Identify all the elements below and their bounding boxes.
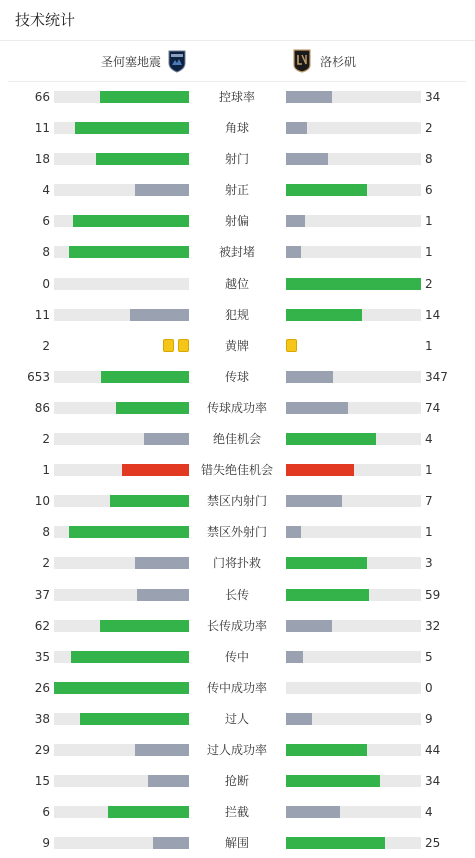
stat-row (0, 81, 475, 112)
away-stat-bar (286, 713, 421, 725)
away-stat-value: 1 (425, 525, 433, 540)
home-stat-bar (54, 464, 189, 476)
away-stat-bar-fill (286, 713, 312, 725)
home-stat-bar-fill (130, 309, 189, 321)
san-jose-crest-icon (167, 49, 187, 73)
away-stat-bar-fill (286, 184, 367, 196)
stat-label: 长传 (224, 587, 249, 602)
home-stat-bar-fill (100, 620, 189, 632)
away-stat-value: 4 (425, 805, 433, 820)
home-stat-value: 1 (42, 463, 50, 478)
away-stat-bar-fill (286, 402, 348, 414)
stat-label: 抢断 (224, 774, 249, 789)
stat-row (0, 827, 475, 858)
away-stat-value: 1 (425, 338, 433, 353)
home-stat-bar (54, 278, 189, 290)
stat-label: 控球率 (218, 90, 255, 104)
stat-row (0, 205, 475, 236)
home-stat-value: 6 (42, 214, 50, 229)
home-stat-value: 2 (42, 338, 50, 353)
away-stat-bar (286, 495, 421, 507)
away-stat-bar-fill (286, 775, 380, 787)
home-stat-bar (54, 402, 189, 414)
home-stat-value: 4 (42, 183, 50, 198)
home-stat-value: 8 (42, 245, 50, 260)
stat-row (0, 672, 475, 703)
yellow-card-icon (178, 339, 189, 352)
page-title: 技术统计 (15, 11, 76, 29)
away-stat-bar (286, 309, 421, 321)
home-stat-value: 2 (42, 432, 50, 447)
away-stat-value: 59 (425, 587, 441, 602)
home-stat-bar-fill (153, 837, 189, 849)
home-stat-bar-fill (137, 589, 189, 601)
away-stat-value: 4 (425, 432, 433, 447)
stats-list (0, 81, 475, 858)
away-stat-bar (286, 806, 421, 818)
home-stat-bar (54, 651, 189, 663)
stat-row (0, 765, 475, 796)
away-stat-bar-fill (286, 215, 305, 227)
stat-row (0, 454, 475, 485)
away-stat-bar-fill (286, 464, 354, 476)
home-stat-bar (54, 184, 189, 196)
away-stat-value: 14 (425, 307, 441, 322)
away-stat-value: 6 (425, 183, 433, 198)
lafc-crest-icon (292, 49, 312, 73)
away-stat-bar (286, 215, 421, 227)
away-stat-bar-fill (286, 495, 342, 507)
home-stat-bar (54, 557, 189, 569)
stat-row (0, 112, 475, 143)
home-stat-bar-fill (73, 215, 189, 227)
away-stat-bar-fill (286, 589, 369, 601)
stat-row (0, 143, 475, 174)
away-stat-value: 1 (425, 245, 433, 260)
stat-label: 拦截 (224, 805, 249, 820)
stat-label: 过人成功率 (206, 742, 267, 757)
header-divider (0, 40, 475, 41)
away-stat-bar-fill (286, 557, 367, 569)
home-stat-bar (54, 682, 189, 694)
away-stat-bar-fill (286, 744, 367, 756)
away-stat-value: 2 (425, 276, 433, 291)
stat-row (0, 423, 475, 454)
away-stat-value: 1 (425, 463, 433, 478)
home-stat-value: 653 (27, 369, 50, 384)
stat-label: 错失绝佳机会 (200, 463, 273, 478)
stat-label: 门将扑救 (212, 556, 261, 571)
home-stat-bar-fill (110, 495, 189, 507)
away-stat-bar (286, 433, 421, 445)
home-stat-bar (54, 526, 189, 538)
stat-label: 传中 (224, 649, 249, 664)
stat-label: 犯规 (224, 307, 249, 322)
away-stat-bar-fill (286, 153, 328, 165)
away-stat-bar (286, 620, 421, 632)
stat-label: 禁区内射门 (206, 494, 267, 509)
stat-row (0, 330, 475, 361)
home-stat-bar-fill (100, 91, 189, 103)
home-stat-value: 8 (42, 525, 50, 540)
home-stat-bar-fill (135, 184, 189, 196)
away-stat-bar (286, 837, 421, 849)
stat-label: 角球 (224, 121, 249, 136)
stat-label: 禁区外射门 (206, 525, 267, 540)
home-stat-bar-fill (122, 464, 190, 476)
home-stat-bar (54, 806, 189, 818)
home-stat-bar-fill (75, 122, 189, 134)
home-stat-bar-fill (116, 402, 189, 414)
stat-label: 越位 (224, 276, 249, 291)
away-stat-bar (286, 278, 421, 290)
stat-label: 射偏 (224, 214, 249, 229)
away-stat-value: 9 (425, 711, 433, 726)
away-stat-value: 0 (425, 680, 433, 695)
away-team (292, 47, 356, 75)
home-stat-value: 38 (34, 711, 50, 726)
home-stat-value: 6 (42, 805, 50, 820)
away-stat-bar (286, 744, 421, 756)
away-team-name: 洛杉矶 (320, 54, 357, 69)
stat-label: 过人 (224, 711, 249, 726)
home-stat-value: 86 (34, 400, 50, 415)
home-stat-bar-fill (71, 651, 189, 663)
stat-row (0, 579, 475, 610)
home-stat-bar (54, 215, 189, 227)
home-stat-bar-fill (80, 713, 189, 725)
home-stat-bar (54, 433, 189, 445)
away-stat-value: 7 (425, 494, 433, 509)
stat-label: 射正 (224, 183, 249, 198)
stat-label: 解围 (224, 836, 249, 851)
home-stat-bar-fill (96, 153, 189, 165)
stat-row (0, 641, 475, 672)
stat-row (0, 268, 475, 299)
home-stat-bar (54, 744, 189, 756)
home-stat-bar (54, 589, 189, 601)
home-stat-value: 29 (34, 742, 50, 757)
away-stat-value: 1 (425, 214, 433, 229)
stat-label: 射门 (224, 152, 249, 167)
away-stat-value: 34 (425, 774, 441, 789)
away-stat-bar-fill (286, 246, 301, 258)
home-stat-value: 26 (34, 680, 50, 695)
away-stat-bar-fill (286, 433, 376, 445)
away-stat-bar (286, 682, 421, 694)
away-stat-value: 25 (425, 836, 441, 851)
away-stat-value: 2 (425, 121, 433, 136)
home-stat-value: 62 (34, 618, 50, 633)
home-stat-value: 0 (42, 276, 50, 291)
home-stat-bar-fill (69, 526, 189, 538)
away-stat-value: 8 (425, 152, 433, 167)
yellow-card-icon (286, 339, 297, 352)
stat-label: 绝佳机会 (212, 432, 261, 447)
home-stat-bar (54, 91, 189, 103)
home-stat-bar-fill (135, 744, 189, 756)
home-stat-bar-fill (148, 775, 189, 787)
stat-row (0, 361, 475, 392)
away-stat-bar-fill (286, 122, 307, 134)
away-stat-value: 347 (425, 369, 448, 384)
away-stat-bar (286, 91, 421, 103)
home-stat-bar (54, 153, 189, 165)
yellow-card-icon (163, 339, 174, 352)
home-stat-bar-fill (144, 433, 189, 445)
home-stat-value: 66 (34, 90, 50, 104)
away-stat-bar-fill (286, 278, 421, 290)
home-stat-value: 35 (34, 649, 50, 664)
home-stat-bar (54, 122, 189, 134)
home-stat-bar (54, 495, 189, 507)
home-stat-bar-fill (108, 806, 189, 818)
home-stat-bar (54, 620, 189, 632)
stat-label: 传球 (224, 369, 249, 384)
home-team (101, 47, 187, 75)
away-stat-value: 5 (425, 649, 433, 664)
away-stat-bar-fill (286, 309, 362, 321)
away-stat-bar-fill (286, 837, 385, 849)
home-yellow-cards (163, 339, 189, 352)
home-stat-value: 10 (34, 494, 50, 509)
home-stat-value: 9 (42, 836, 50, 851)
home-stat-bar-fill (54, 682, 189, 694)
stat-row (0, 547, 475, 578)
stat-row (0, 392, 475, 423)
away-stat-bar (286, 651, 421, 663)
stat-label: 长传成功率 (206, 618, 267, 633)
away-stat-value: 44 (425, 742, 441, 757)
stat-label: 传中成功率 (206, 680, 267, 695)
away-stat-value: 3 (425, 556, 433, 571)
home-stat-bar (54, 246, 189, 258)
stat-row (0, 734, 475, 765)
stat-label: 传球成功率 (206, 400, 267, 415)
away-stat-bar (286, 371, 421, 383)
home-stat-bar-fill (101, 371, 189, 383)
away-stat-bar (286, 402, 421, 414)
away-stat-bar-fill (286, 651, 303, 663)
away-stat-bar (286, 589, 421, 601)
home-stat-bar (54, 371, 189, 383)
away-stat-bar-fill (286, 620, 332, 632)
stat-row (0, 703, 475, 734)
stat-label: 黄牌 (224, 338, 249, 353)
home-stat-bar (54, 309, 189, 321)
home-stat-value: 11 (34, 307, 50, 322)
away-stat-bar-fill (286, 526, 301, 538)
away-stat-bar (286, 464, 421, 476)
stat-row (0, 174, 475, 205)
home-stat-bar (54, 837, 189, 849)
stat-row (0, 236, 475, 267)
away-stat-bar (286, 184, 421, 196)
away-stat-value: 34 (425, 90, 441, 104)
away-stat-bar-fill (286, 371, 333, 383)
stat-row (0, 299, 475, 330)
away-stat-bar (286, 557, 421, 569)
stat-row (0, 796, 475, 827)
stat-row (0, 610, 475, 641)
away-stat-value: 74 (425, 400, 441, 415)
home-stat-bar-fill (69, 246, 189, 258)
away-yellow-cards (286, 339, 297, 352)
away-stat-bar (286, 122, 421, 134)
stat-row (0, 516, 475, 547)
home-stat-bar (54, 713, 189, 725)
away-stat-bar (286, 526, 421, 538)
away-stat-value: 32 (425, 618, 441, 633)
home-team-name: 圣何塞地震 (100, 54, 161, 69)
stat-label: 被封堵 (218, 245, 255, 260)
home-stat-value: 18 (34, 152, 50, 167)
away-stat-bar (286, 246, 421, 258)
away-stat-bar (286, 775, 421, 787)
away-stat-bar (286, 153, 421, 165)
home-stat-value: 37 (34, 587, 50, 602)
home-stat-value: 15 (34, 774, 50, 789)
away-stat-bar-fill (286, 91, 332, 103)
away-stat-bar-fill (286, 806, 340, 818)
home-stat-bar (54, 775, 189, 787)
stat-row (0, 485, 475, 516)
home-stat-bar-fill (135, 557, 189, 569)
home-stat-value: 2 (42, 556, 50, 571)
home-stat-value: 11 (34, 121, 50, 136)
